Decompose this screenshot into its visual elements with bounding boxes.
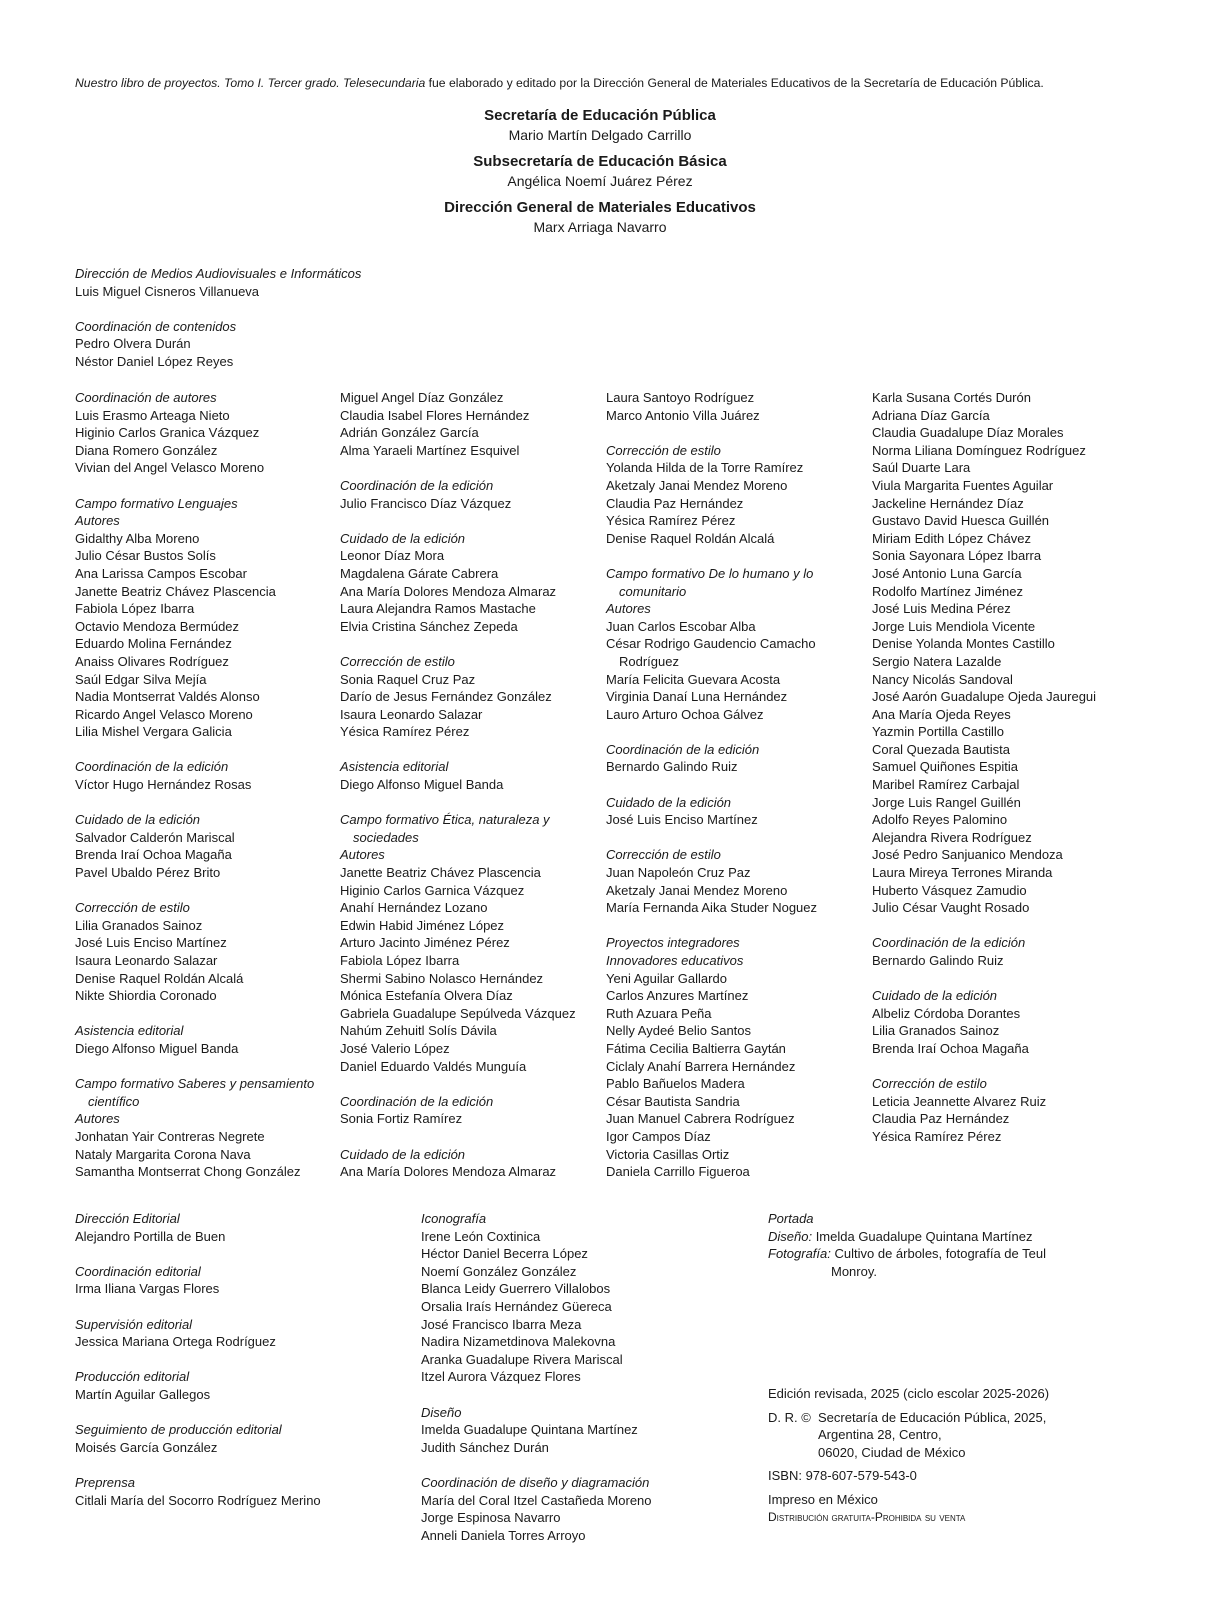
credit-name: César Bautista Sandria bbox=[606, 1093, 740, 1109]
credit-group bbox=[340, 1146, 576, 1181]
credit-name: Vivian del Angel Velasco Moreno bbox=[75, 460, 265, 476]
credit-name: Yésica Ramírez Pérez bbox=[340, 724, 470, 740]
credit-name: Citlali María del Socorro Rodríguez Merino bbox=[75, 1492, 321, 1508]
credit-name: Claudia Isabel Flores Hernández bbox=[340, 407, 530, 423]
credit-role: Coordinación de la edición bbox=[340, 1093, 494, 1109]
credit-name: José Luis Enciso Martínez bbox=[75, 935, 227, 951]
credit-name: Coral Quezada Bautista bbox=[872, 741, 1011, 757]
credit-name: Luis Erasmo Arteaga Nieto bbox=[75, 407, 230, 423]
credit-name: Carlos Anzures Martínez bbox=[606, 988, 749, 1004]
credit-name: Brenda Iraí Ochoa Magaña bbox=[872, 1040, 1029, 1056]
credit-name: Yeni Aguilar Gallardo bbox=[606, 970, 727, 986]
credit-name: Ciclaly Anahí Barrera Hernández bbox=[606, 1058, 796, 1074]
edition-note: Edición revisada, 2025 (ciclo escolar 2025-2026) bbox=[768, 1386, 1050, 1401]
credit-name: Marco Antonio Villa Juárez bbox=[606, 407, 760, 423]
credit-role: Corrección de estilo bbox=[340, 653, 455, 669]
cover-credits bbox=[768, 1210, 1046, 1280]
credit-name: Saúl Edgar Silva Mejía bbox=[75, 671, 207, 687]
printed-in: Impreso en México bbox=[768, 1491, 878, 1507]
credit-group bbox=[75, 1368, 321, 1403]
credit-group bbox=[75, 1210, 321, 1245]
credit-name: Leonor Díaz Mora bbox=[340, 548, 445, 564]
credit-name: Yolanda Hilda de la Torre Ramírez bbox=[606, 460, 804, 476]
credit-name: Mónica Estefanía Olvera Díaz bbox=[340, 988, 513, 1004]
credit-group bbox=[340, 1093, 576, 1128]
credit-role: Iconografía bbox=[421, 1211, 487, 1226]
copyright-line: 06020, Ciudad de México bbox=[818, 1444, 966, 1460]
header-person: Marx Arriaga Navarro bbox=[533, 219, 667, 235]
credit-name: Octavio Mendoza Bermúdez bbox=[75, 618, 240, 634]
credit-name: Janette Beatriz Chávez Plascencia bbox=[75, 583, 276, 599]
credit-group bbox=[75, 265, 361, 300]
credit-name: Julio César Bustos Solís bbox=[75, 548, 216, 564]
credit-role: Campo formativo De lo humano y lo bbox=[606, 565, 814, 581]
credit-name: Fabiola López Ibarra bbox=[75, 601, 195, 617]
credit-name: Martín Aguilar Gallegos bbox=[75, 1386, 211, 1402]
credit-name: Lilia Mishel Vergara Galicia bbox=[75, 724, 232, 740]
credit-name: Ana María Ojeda Reyes bbox=[872, 706, 1011, 722]
credit-name: Irma Iliana Vargas Flores bbox=[75, 1281, 220, 1297]
isbn: ISBN: 978-607-579-543-0 bbox=[768, 1468, 917, 1484]
credit-group bbox=[872, 1075, 1096, 1145]
credit-name: Elvia Cristina Sánchez Zepeda bbox=[340, 618, 518, 634]
credit-role: Corrección de estilo bbox=[75, 900, 190, 916]
credit-name: Denise Yolanda Montes Castillo bbox=[872, 636, 1055, 652]
credit-role: Coordinación de autores bbox=[75, 390, 217, 405]
credit-name: Sonia Fortiz Ramírez bbox=[340, 1111, 463, 1127]
credit-name: Brenda Iraí Ochoa Magaña bbox=[75, 847, 232, 863]
credit-group bbox=[75, 1316, 321, 1351]
credit-name: Denise Raquel Roldán Alcalá bbox=[75, 970, 244, 986]
credit-name: Claudia Paz Hernández bbox=[872, 1111, 1010, 1127]
credit-name: Julio César Vaught Rosado bbox=[872, 900, 1030, 916]
credit-role: Diseño bbox=[421, 1404, 462, 1420]
credit-name: Juan Carlos Escobar Alba bbox=[606, 618, 756, 634]
credit-name: Rodolfo Martínez Jiménez bbox=[872, 583, 1024, 599]
credit-name: Adriana Díaz García bbox=[872, 407, 990, 423]
credit-name: Moisés García González bbox=[75, 1439, 218, 1455]
credit-name: Noemí González González bbox=[421, 1263, 577, 1279]
credit-name: Nelly Aydeé Belio Santos bbox=[606, 1023, 752, 1039]
credit-group bbox=[340, 389, 576, 459]
credit-group bbox=[75, 389, 314, 477]
editorial-credits bbox=[75, 1210, 321, 1527]
credit-group bbox=[606, 442, 817, 548]
credit-name: Igor Campos Díaz bbox=[606, 1128, 711, 1144]
credit-name: María Fernanda Aika Studer Noguez bbox=[606, 900, 818, 916]
credit-name: Miguel Angel Díaz González bbox=[340, 390, 504, 405]
credit-name: Victoria Casillas Ortiz bbox=[606, 1146, 730, 1162]
distribution-note: Distribución gratuita-Prohibida su venta bbox=[768, 1509, 966, 1524]
credit-name: Viula Margarita Fuentes Aguilar bbox=[872, 477, 1054, 493]
legal-info bbox=[768, 1385, 1049, 1526]
credit-group bbox=[606, 389, 817, 424]
credit-group bbox=[340, 530, 576, 636]
credit-role: Cuidado de la edición bbox=[606, 794, 732, 810]
credit-name: Virginia Danaí Luna Hernández bbox=[606, 689, 788, 705]
copyright-block bbox=[768, 1409, 1049, 1462]
credit-name: José Antonio Luna García bbox=[872, 565, 1022, 581]
credit-group bbox=[340, 811, 576, 1075]
copyright-key: D. R. © bbox=[768, 1409, 811, 1425]
credit-name: Pavel Ubaldo Pérez Brito bbox=[75, 865, 221, 881]
credit-name: Pedro Olvera Durán bbox=[75, 336, 191, 352]
credit-name: Isaura Leonardo Salazar bbox=[75, 953, 218, 968]
credit-group bbox=[872, 934, 1096, 969]
credit-name: Alejandro Portilla de Buen bbox=[75, 1228, 226, 1244]
credit-name: Darío de Jesus Fernández González bbox=[340, 689, 552, 705]
credit-name: Rodríguez bbox=[619, 653, 679, 669]
credit-name: César Rodrigo Gaudencio Camacho bbox=[606, 636, 816, 652]
credit-name: Bernardo Galindo Ruiz bbox=[872, 953, 1004, 968]
credit-role: Coordinación de contenidos bbox=[75, 318, 237, 334]
credit-name: Juan Napoleón Cruz Paz bbox=[606, 865, 751, 881]
credit-role: Dirección Editorial bbox=[75, 1211, 180, 1226]
credit-group bbox=[75, 318, 361, 371]
credit-group bbox=[421, 1404, 652, 1457]
credit-name: Ana Larissa Campos Escobar bbox=[75, 565, 247, 581]
credit-role: Corrección de estilo bbox=[606, 442, 721, 458]
credit-name: Yazmin Portilla Castillo bbox=[872, 724, 1004, 740]
credit-name: José Valerio López bbox=[340, 1040, 450, 1056]
credit-group bbox=[75, 1421, 321, 1456]
credit-name: Alma Yaraeli Martínez Esquivel bbox=[340, 442, 520, 458]
credit-name: Daniel Eduardo Valdés Munguía bbox=[340, 1058, 527, 1074]
portada-photo-value: Cultivo de árboles, fotografía de Teul bbox=[830, 1246, 1046, 1262]
credit-name: Claudia Paz Hernández bbox=[606, 495, 744, 511]
credit-role: Coordinación de la edición bbox=[75, 759, 229, 775]
credit-name: Blanca Leidy Guerrero Villalobos bbox=[421, 1281, 611, 1297]
credit-name: Laura Alejandra Ramos Mastache bbox=[340, 601, 536, 617]
credit-name: José Luis Enciso Martínez bbox=[606, 812, 758, 828]
credit-subrole: Autores bbox=[75, 513, 120, 529]
credit-name: Aketzaly Janai Mendez Moreno bbox=[606, 477, 788, 493]
credit-name: Higinio Carlos Garnica Vázquez bbox=[340, 882, 525, 898]
portada-design bbox=[768, 1228, 1046, 1246]
credit-name: Aranka Guadalupe Rivera Mariscal bbox=[421, 1351, 623, 1367]
portada-design-key: Diseño: bbox=[768, 1228, 813, 1244]
credit-name: José Luis Medina Pérez bbox=[872, 601, 1011, 617]
credit-name: Nancy Nicolás Sandoval bbox=[872, 671, 1013, 687]
credit-name: Nadira Nizametdinova Malekovna bbox=[421, 1334, 616, 1350]
credit-name: Claudia Guadalupe Díaz Morales bbox=[872, 425, 1064, 441]
credit-group bbox=[340, 758, 576, 793]
credit-group bbox=[340, 653, 576, 741]
credit-name: Daniela Carrillo Figueroa bbox=[606, 1164, 750, 1180]
credit-name: Irene León Coxtinica bbox=[421, 1228, 541, 1244]
credit-name: Nataly Margarita Corona Nava bbox=[75, 1146, 251, 1162]
credit-name: Julio Francisco Díaz Vázquez bbox=[340, 495, 512, 511]
credit-role: Producción editorial bbox=[75, 1369, 190, 1385]
header-entry bbox=[0, 106, 1200, 144]
copyright-line: Secretaría de Educación Pública, 2025, bbox=[818, 1409, 1047, 1425]
credit-name: Fabiola López Ibarra bbox=[340, 953, 460, 968]
credit-name: Diego Alfonso Miguel Banda bbox=[75, 1040, 239, 1056]
credit-name: Edwin Habid Jiménez López bbox=[340, 917, 505, 933]
credit-name: Gidalthy Alba Moreno bbox=[75, 530, 200, 546]
credit-group bbox=[606, 794, 817, 829]
credit-group bbox=[606, 741, 817, 776]
header-entry bbox=[0, 198, 1200, 236]
header-org: Subsecretaría de Educación Básica bbox=[473, 153, 727, 170]
credit-name: Ruth Azuara Peña bbox=[606, 1005, 712, 1021]
credit-name: Higinio Carlos Granica Vázquez bbox=[75, 425, 260, 441]
credits-column-3 bbox=[606, 389, 817, 1198]
credit-group bbox=[75, 899, 314, 1005]
credit-name: Orsalia Iraís Hernández Güereca bbox=[421, 1298, 612, 1314]
portada-design-value: Imelda Guadalupe Quintana Martínez bbox=[812, 1228, 1033, 1244]
credit-name: Diego Alfonso Miguel Banda bbox=[340, 777, 504, 793]
credit-name: Jorge Luis Mendiola Vicente bbox=[872, 618, 1036, 634]
credit-name: Lilia Granados Sainoz bbox=[872, 1023, 1000, 1039]
credit-role: Proyectos integradores bbox=[606, 935, 740, 951]
design-credits bbox=[421, 1210, 652, 1562]
credit-name: Jessica Mariana Ortega Rodríguez bbox=[75, 1334, 276, 1350]
portada-photo bbox=[768, 1245, 1046, 1263]
credit-name: Laura Santoyo Rodríguez bbox=[606, 390, 755, 405]
credit-role: Campo formativo Lenguajes bbox=[75, 495, 238, 511]
credit-group bbox=[606, 934, 817, 1180]
credit-name: Janette Beatriz Chávez Plascencia bbox=[340, 865, 541, 881]
credit-name: Nadia Montserrat Valdés Alonso bbox=[75, 689, 260, 705]
credit-name: Judith Sánchez Durán bbox=[421, 1439, 549, 1455]
credit-name: Saúl Duarte Lara bbox=[872, 460, 971, 476]
credit-group bbox=[421, 1474, 652, 1544]
credit-name: Adolfo Reyes Palomino bbox=[872, 812, 1008, 828]
credit-role: Campo formativo Saberes y pensamiento bbox=[75, 1076, 315, 1092]
credit-name: María del Coral Itzel Castañeda Moreno bbox=[421, 1492, 652, 1508]
credit-name: Gustavo David Huesca Guillén bbox=[872, 513, 1050, 529]
credits-column-1 bbox=[75, 389, 314, 1198]
institutional-header bbox=[0, 106, 1200, 244]
credit-group bbox=[75, 495, 314, 741]
credit-name: Ana María Dolores Mendoza Almaraz bbox=[340, 1164, 557, 1180]
credit-subrole: Autores bbox=[606, 601, 651, 617]
credit-name: Nikte Shiordia Coronado bbox=[75, 988, 217, 1004]
credit-name: José Francisco Ibarra Meza bbox=[421, 1316, 582, 1332]
credit-name: Yésica Ramírez Pérez bbox=[872, 1128, 1002, 1144]
header-entry bbox=[0, 152, 1200, 190]
credit-name: Imelda Guadalupe Quintana Martínez bbox=[421, 1422, 638, 1438]
credit-group bbox=[872, 389, 1096, 917]
credit-group bbox=[606, 846, 817, 916]
credit-name: Shermi Sabino Nolasco Hernández bbox=[340, 970, 544, 986]
credit-name: Adrián González García bbox=[340, 425, 479, 441]
credit-name: Bernardo Galindo Ruiz bbox=[606, 759, 738, 775]
credit-name: Anahí Hernández Lozano bbox=[340, 900, 488, 916]
credit-group bbox=[75, 811, 314, 881]
credit-role: Coordinación de diseño y diagramación bbox=[421, 1474, 650, 1490]
credit-name: Anneli Daniela Torres Arroyo bbox=[421, 1527, 586, 1543]
top-credits bbox=[75, 265, 361, 388]
credit-role: Cuidado de la edición bbox=[872, 988, 998, 1004]
credit-name: Jorge Espinosa Navarro bbox=[421, 1510, 561, 1526]
copyright-line: Argentina 28, Centro, bbox=[818, 1427, 942, 1443]
credit-group bbox=[75, 758, 314, 793]
credit-name: Arturo Jacinto Jiménez Pérez bbox=[340, 935, 510, 951]
credit-role: Dirección de Medios Audiovisuales e Informáticos bbox=[75, 266, 362, 281]
credit-name: Sonia Raquel Cruz Paz bbox=[340, 671, 476, 687]
header-org: Dirección General de Materiales Educativos bbox=[444, 199, 756, 216]
credit-name: Sonia Sayonara López Ibarra bbox=[872, 548, 1042, 564]
credit-subrole: Autores bbox=[340, 847, 385, 863]
credit-name: Yésica Ramírez Pérez bbox=[606, 513, 736, 529]
credit-role: Coordinación editorial bbox=[75, 1263, 201, 1279]
credit-name: Jonhatan Yair Contreras Negrete bbox=[75, 1128, 265, 1144]
credit-name: Jackeline Hernández Díaz bbox=[872, 495, 1024, 511]
credit-name: Pablo Bañuelos Madera bbox=[606, 1076, 745, 1092]
credit-role: Cuidado de la edición bbox=[340, 530, 466, 546]
credits-column-2 bbox=[340, 389, 576, 1198]
credit-name: Maribel Ramírez Carbajal bbox=[872, 777, 1020, 793]
intro-statement bbox=[75, 75, 1155, 91]
credit-name: Diana Romero González bbox=[75, 442, 218, 458]
credit-name: Laura Mireya Terrones Miranda bbox=[872, 865, 1053, 881]
credit-name: Néstor Daniel López Reyes bbox=[75, 353, 234, 369]
credit-name: Juan Manuel Cabrera Rodríguez bbox=[606, 1111, 795, 1127]
credit-role: Cuidado de la edición bbox=[340, 1146, 466, 1162]
header-person: Mario Martín Delgado Carrillo bbox=[508, 127, 692, 143]
credit-role-cont: científico bbox=[88, 1093, 140, 1109]
credit-name: Denise Raquel Roldán Alcalá bbox=[606, 530, 775, 546]
credit-name: Aketzaly Janai Mendez Moreno bbox=[606, 882, 788, 898]
credit-name: Sergio Natera Lazalde bbox=[872, 653, 1002, 669]
header-person: Angélica Noemí Juárez Pérez bbox=[507, 173, 693, 189]
credit-group bbox=[606, 565, 817, 723]
credit-name: Samuel Quiñones Espitia bbox=[872, 759, 1018, 775]
portada-photo-cont: Monroy. bbox=[831, 1263, 877, 1279]
credit-role: Corrección de estilo bbox=[872, 1076, 987, 1092]
credit-role: Cuidado de la edición bbox=[75, 812, 201, 828]
credit-name: Lilia Granados Sainoz bbox=[75, 917, 203, 933]
credit-role: Campo formativo Ética, naturaleza y bbox=[340, 812, 550, 828]
credit-role-cont: sociedades bbox=[353, 829, 419, 845]
credit-name: Alejandra Rivera Rodríguez bbox=[872, 829, 1032, 845]
header-org: Secretaría de Educación Pública bbox=[484, 107, 716, 124]
credit-role: Preprensa bbox=[75, 1474, 135, 1490]
credit-group bbox=[75, 1075, 314, 1181]
credit-name: Samantha Montserrat Chong González bbox=[75, 1164, 301, 1180]
credit-name: Lauro Arturo Ochoa Gálvez bbox=[606, 706, 764, 722]
credit-group bbox=[75, 1022, 314, 1057]
credit-name: Fátima Cecilia Baltierra Gaytán bbox=[606, 1040, 786, 1056]
credit-name: Miriam Edith López Chávez bbox=[872, 530, 1031, 546]
credit-subrole: Autores bbox=[75, 1111, 120, 1127]
credit-name: Ana María Dolores Mendoza Almaraz bbox=[340, 583, 557, 599]
credit-name: Víctor Hugo Hernández Rosas bbox=[75, 777, 252, 793]
credit-role: Coordinación de la edición bbox=[606, 741, 760, 757]
credits-column-4 bbox=[872, 389, 1096, 1163]
credit-name: Gabriela Guadalupe Sepúlveda Vázquez bbox=[340, 1005, 576, 1021]
credit-name: Karla Susana Cortés Durón bbox=[872, 390, 1031, 405]
credit-name: Anaiss Olivares Rodríguez bbox=[75, 653, 229, 669]
credit-group bbox=[872, 987, 1096, 1057]
portada-photo-key: Fotografía: bbox=[768, 1246, 831, 1262]
credit-role: Coordinación de la edición bbox=[340, 477, 494, 493]
credit-group bbox=[340, 477, 576, 512]
credit-name: Nahúm Zehuitl Solís Dávila bbox=[340, 1023, 497, 1039]
credit-group bbox=[75, 1474, 321, 1509]
credit-name: Luis Miguel Cisneros Villanueva bbox=[75, 283, 260, 299]
credit-role: Asistencia editorial bbox=[340, 759, 449, 775]
credit-group bbox=[421, 1210, 652, 1386]
credit-role: Corrección de estilo bbox=[606, 847, 721, 863]
credit-name: Ricardo Angel Velasco Moreno bbox=[75, 706, 253, 722]
credit-name: Leticia Jeannette Alvarez Ruiz bbox=[872, 1093, 1047, 1109]
intro-text: fue elaborado y editado por la Dirección General de Materiales Educativos de la Secretaría de Educación Pública. bbox=[425, 76, 1044, 90]
credit-name: José Pedro Sanjuanico Mendoza bbox=[872, 847, 1063, 863]
credit-name: Itzel Aurora Vázquez Flores bbox=[421, 1369, 581, 1385]
book-title: Nuestro libro de proyectos. Tomo I. Tercer grado. Telesecundaria bbox=[75, 76, 426, 90]
credit-role: Seguimiento de producción editorial bbox=[75, 1422, 282, 1438]
credit-name: María Felicita Guevara Acosta bbox=[606, 671, 781, 687]
copyright-address bbox=[818, 1409, 1046, 1462]
credit-name: Eduardo Molina Fernández bbox=[75, 636, 232, 652]
credit-role-cont: comunitario bbox=[619, 583, 687, 599]
credit-name: José Aarón Guadalupe Ojeda Jauregui bbox=[872, 689, 1097, 705]
credit-name: Magdalena Gárate Cabrera bbox=[340, 565, 499, 581]
credit-subrole: Innovadores educativos bbox=[606, 953, 744, 968]
credit-name: Jorge Luis Rangel Guillén bbox=[872, 794, 1021, 810]
credit-name: Huberto Vásquez Zamudio bbox=[872, 882, 1027, 898]
credit-role: Supervisión editorial bbox=[75, 1316, 193, 1332]
credit-name: Norma Liliana Domínguez Rodríguez bbox=[872, 442, 1086, 458]
credit-role: Coordinación de la edición bbox=[872, 935, 1026, 951]
credit-role: Asistencia editorial bbox=[75, 1023, 184, 1039]
portada-label: Portada bbox=[768, 1211, 814, 1226]
credit-name: Albeliz Córdoba Dorantes bbox=[872, 1005, 1021, 1021]
credit-name: Isaura Leonardo Salazar bbox=[340, 706, 483, 722]
credit-group bbox=[75, 1263, 321, 1298]
credit-name: Héctor Daniel Becerra López bbox=[421, 1246, 588, 1262]
credit-name: Salvador Calderón Mariscal bbox=[75, 829, 235, 845]
